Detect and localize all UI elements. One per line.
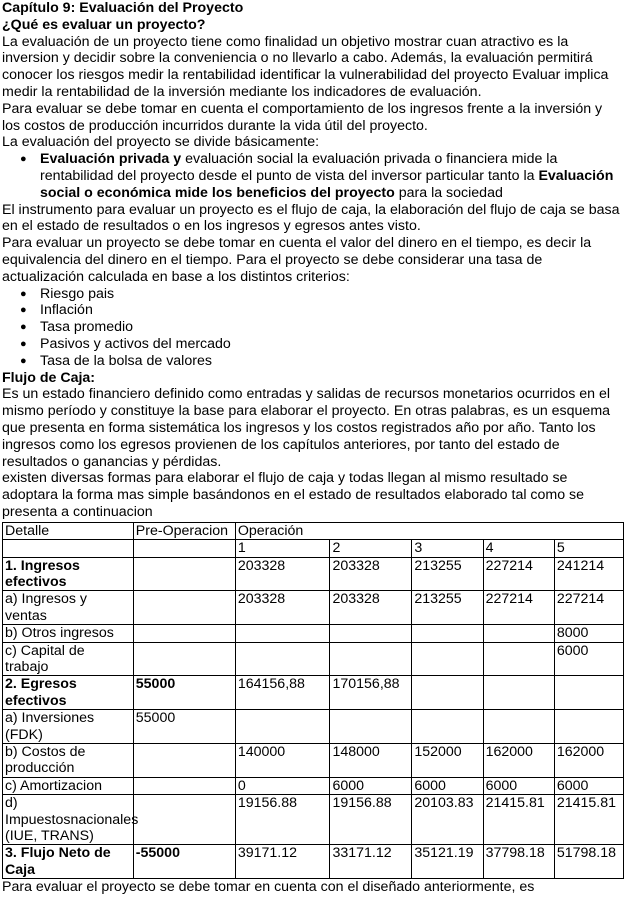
- value-cell: [412, 625, 483, 642]
- value-cell: 213255: [412, 591, 483, 625]
- value-cell: [235, 642, 330, 676]
- paragraph-closing: Para evaluar el proyecto se debe tomar en cuenta con el diseñado anteriormente, es: [2, 879, 535, 896]
- table-row: [3, 710, 624, 744]
- bold-term: Evaluación social o económica mide los beneficios del proyecto: [40, 167, 614, 201]
- row-label: a) Inversiones (FDK): [3, 710, 134, 744]
- row-label: d) Impuestosnacionales (IUE, TRANS): [3, 795, 134, 845]
- paragraph-behavior: Para evaluar se debe tomar en cuenta el comportamiento de los ingresos frente a la inversión y los costos de producción incurridos durante la vida útil del proyecto.: [2, 100, 603, 134]
- row-label: c) Amortizacion: [3, 777, 134, 794]
- pre-operation-cell: -55000: [133, 845, 235, 879]
- paragraph-forms: existen diversas formas para elaborar el flujo de caja y todas llegan al mismo resultado se adoptara la forma mas simple basándonos en el estado de resultados elaborado tal como se presenta a continuacion: [2, 470, 585, 520]
- table-row: [3, 625, 624, 642]
- row-label: b) Otros ingresos: [3, 625, 134, 642]
- row-label: 3. Flujo Neto de Caja: [3, 845, 134, 879]
- value-cell: [330, 625, 412, 642]
- value-cell: [554, 710, 623, 744]
- paragraph-time-value: Para evaluar un proyecto se debe tomar en cuenta el valor del dinero en el tiempo, es decir la equivalencia del dinero en el tiempo. Para el proyecto se debe considerar una tasa de actualización calculada en base a los distintos criterios:: [2, 235, 592, 285]
- table-row: [3, 743, 624, 777]
- header-cell: Detalle: [3, 522, 134, 539]
- section-question: ¿Qué es evaluar un proyecto?: [2, 16, 206, 33]
- value-cell: 8000: [554, 625, 623, 642]
- chapter-title: Capítulo 9: Evaluación del Proyecto: [2, 0, 244, 16]
- value-cell: 21415.81: [483, 795, 554, 845]
- pre-operation-cell: [133, 591, 235, 625]
- value-cell: 227214: [483, 557, 554, 591]
- value-cell: 19156.88: [235, 795, 330, 845]
- pre-operation-cell: 55000: [133, 676, 235, 710]
- value-cell: 162000: [483, 743, 554, 777]
- table-header-row: [3, 522, 624, 539]
- value-cell: [235, 625, 330, 642]
- value-cell: [483, 676, 554, 710]
- value-cell: [483, 710, 554, 744]
- year-cell: 5: [554, 540, 623, 557]
- value-cell: 203328: [235, 591, 330, 625]
- table-row: [3, 557, 624, 591]
- table-cell: [133, 540, 235, 557]
- list-text: evaluación social la evaluación privada o financiera mide la rentabilidad del proyecto desde el punto de vista del inversor particular tanto la: [40, 151, 558, 184]
- value-cell: [330, 710, 412, 744]
- value-cell: 203328: [235, 557, 330, 591]
- table-row: [3, 777, 624, 794]
- value-cell: 227214: [554, 591, 623, 625]
- value-cell: [412, 642, 483, 676]
- flujo-heading: Flujo de Caja:: [2, 369, 96, 386]
- pre-operation-cell: [133, 777, 235, 794]
- list-item: ● Riesgo pais: [2, 286, 622, 303]
- table-row: [3, 795, 624, 845]
- pre-operation-cell: [133, 642, 235, 676]
- row-label: a) Ingresos y ventas: [3, 591, 134, 625]
- value-cell: 51798.18: [554, 845, 623, 879]
- value-cell: 140000: [235, 743, 330, 777]
- value-cell: 148000: [330, 743, 412, 777]
- value-cell: [483, 642, 554, 676]
- value-cell: 203328: [330, 557, 412, 591]
- value-cell: 213255: [412, 557, 483, 591]
- value-cell: 162000: [554, 743, 623, 777]
- table-years-row: [3, 540, 624, 557]
- value-cell: 227214: [483, 591, 554, 625]
- table-row: [3, 845, 624, 879]
- value-cell: 203328: [330, 591, 412, 625]
- value-cell: 6000: [330, 777, 412, 794]
- value-cell: 6000: [483, 777, 554, 794]
- year-cell: 3: [412, 540, 483, 557]
- value-cell: 21415.81: [554, 795, 623, 845]
- value-cell: 35121.19: [412, 845, 483, 879]
- value-cell: [235, 710, 330, 744]
- value-cell: 0: [235, 777, 330, 794]
- table-cell: [3, 540, 134, 557]
- pre-operation-cell: [133, 557, 235, 591]
- value-cell: 19156.88: [330, 795, 412, 845]
- value-cell: [412, 710, 483, 744]
- paragraph-flujo-def: Es un estado financiero definido como entradas y salidas de recursos monetarios ocurridos en el mismo período y constituye la base para elaborar el proyecto. En otras palabras, es un esquema que presenta en forma sistemática los ingresos y los costos registrados año por año. Tanto los ingresos como los egresos provienen de los capítulos anteriores, por tanto del estado de resultados o ganancias y pérdidas.: [2, 386, 611, 470]
- table-row: [3, 676, 624, 710]
- table-row: [3, 591, 624, 625]
- criteria-list: [2, 286, 622, 370]
- pre-operation-cell: [133, 625, 235, 642]
- bold-term: Evaluación privada y: [40, 151, 182, 168]
- pre-operation-cell: 55000: [133, 710, 235, 744]
- paragraph-instrument: El instrumento para evaluar un proyecto es el flujo de caja, la elaboración del flujo de caja se basa en el estado de resultados o en los ingresos y egresos antes visto.: [2, 201, 620, 235]
- value-cell: 39171.12: [235, 845, 330, 879]
- value-cell: 20103.83: [412, 795, 483, 845]
- value-cell: 6000: [554, 642, 623, 676]
- list-text: para la sociedad: [394, 184, 503, 201]
- row-label: 1. Ingresos efectivos: [3, 557, 134, 591]
- header-cell: Operación: [235, 522, 623, 539]
- value-cell: 170156,88: [330, 676, 412, 710]
- row-label: c) Capital de trabajo: [3, 642, 134, 676]
- list-item: ● Inflación: [2, 302, 622, 319]
- value-cell: [554, 676, 623, 710]
- value-cell: [412, 676, 483, 710]
- paragraph-division: La evaluación del proyecto se divide básicamente:: [2, 134, 320, 151]
- value-cell: [483, 625, 554, 642]
- value-cell: 6000: [554, 777, 623, 794]
- year-cell: 1: [235, 540, 330, 557]
- year-cell: 4: [483, 540, 554, 557]
- table-row: [3, 642, 624, 676]
- value-cell: [330, 642, 412, 676]
- value-cell: 241214: [554, 557, 623, 591]
- year-cell: 2: [330, 540, 412, 557]
- paragraph-intro: La evaluación de un proyecto tiene como finalidad un objetivo mostrar cuan atractivo es la inversion y decidir sobre la conveniencia o no llevarlo a cabo. Además, la evaluación permitirá conocer los riesgos medir la rentabilidad identificar la vulnerabilidad del proyecto Evaluar implica medir la rentabilidad de la inversión mediante los indicadores de evaluación.: [2, 33, 609, 100]
- value-cell: 33171.12: [330, 845, 412, 879]
- list-item: ● Tasa de la bolsa de valores: [2, 353, 622, 370]
- value-cell: 6000: [412, 777, 483, 794]
- list-item: ● Tasa promedio: [2, 319, 622, 336]
- list-item: ● Pasivos y activos del mercado: [2, 336, 622, 353]
- evaluation-type-list: [2, 151, 622, 201]
- value-cell: 152000: [412, 743, 483, 777]
- document-page: [2, 0, 622, 896]
- pre-operation-cell: [133, 795, 235, 845]
- pre-operation-cell: [133, 743, 235, 777]
- header-cell: Pre-Operacion: [133, 522, 235, 539]
- list-item: [2, 151, 622, 201]
- value-cell: 37798.18: [483, 845, 554, 879]
- row-label: b) Costos de producción: [3, 743, 134, 777]
- cash-flow-table: [2, 522, 624, 880]
- row-label: 2. Egresos efectivos: [3, 676, 134, 710]
- value-cell: 164156,88: [235, 676, 330, 710]
